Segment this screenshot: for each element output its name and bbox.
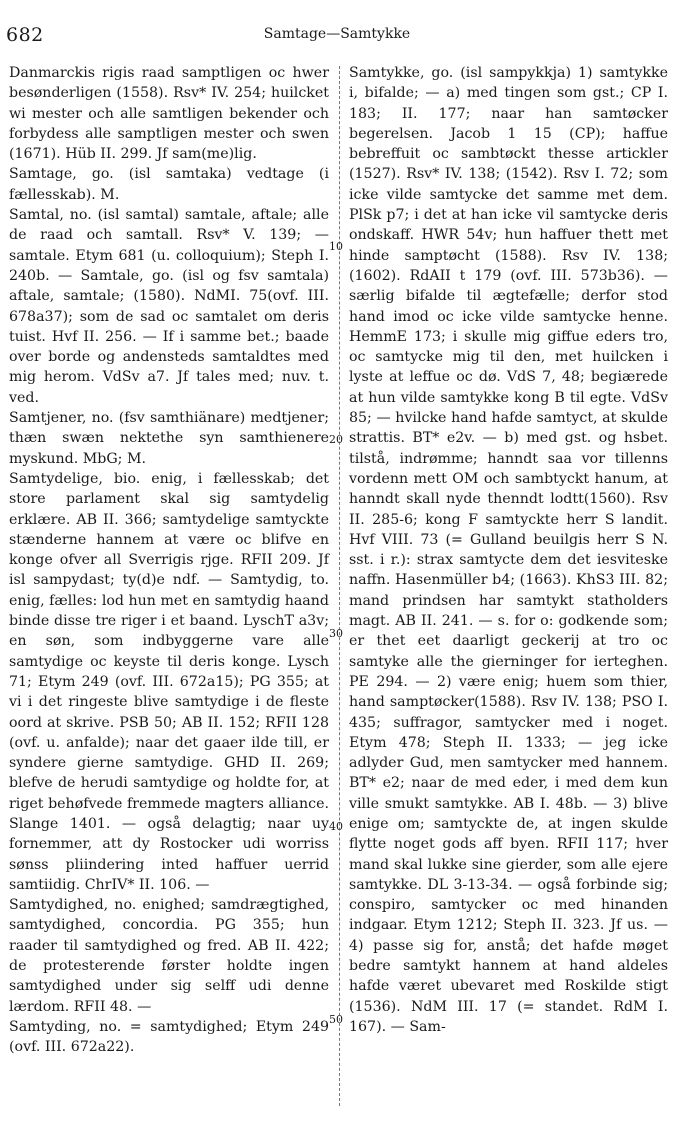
line-number: 10 bbox=[329, 240, 343, 253]
entry-samtydighed: Samtydighed, no. enighed; samdrægtighed, samtydighed, concordia. PG 355; hun raader til samtydighed og fred. AB II. 422; de protesterende førster holdte ingen samtydighed under sig selff udi denne lærdom. RFII 48. — bbox=[9, 897, 329, 1015]
entry-samtykke: Samtykke, go. (isl sampykkja) 1) samtykke i, bifalde; — a) med tingen som gst.; CP I. 183; II. 177; naar han samtøcker begerelsen. Jacob 1 15 (CP); haffue bebreffuit oc sambtøckt thesse artickler (1527). Rsv* IV. 138; (1542). Rsv I. 72; som icke vilde samtycke det samme met dem. PlSk p7; i det at han icke vil samtycke deris ondskaff. HWR 54v; hun haffuer thett met hinde samptøcht (1588). Rsv IV. 138; (1602). RdAII t 179 (ovf. III. 573b36). — særlig bifalde til ægtefælle; derfor stod hand imod oc icke vilde samtycke henne. HemmE 173; i skulle mig giffue eders tro, oc samtycke mig til den, met huilcken i lyste at leffue oc dø. VdS 7, 48; begiærede at hun vilde samtykke kong B til egte. VdSv 85; — hvilcke hand hafde samtyct, at skulde strattis. BT* e2v. — b) med gst. og hsbet. tilstå, indrømme; hanndt saa vor tillenns vordenn mett OM och sambtyckt hanum, at hanndt skall nyde thenndt lodtt(1560). Rsv II. 285-6; kong F samtyckte herr S landit. Hvf VIII. 73 (= Gulland beuilgis herr S N. sst. i r.): strax samtycte dem det iesviteske naffn. Hasenmüller b4; (1663). KhS3 III. 82; mand prindsen har samtykt statholders magt. AB II. 241. — s. for o: godkende som; er thet eet daarligt geckerij at tro oc samtyke alle the gierninger for ierteghen. PE 294. — 2) være enig; huem som thier, hand samptøcker(1588). Rsv IV. 138; PSO I. 435; suffragor, samtycker med i noget. Etym 478; Steph II. 1333; — jeg icke adlyder Gud, men samtycker med hannem. BT* e2; naar de med eder, i med dem kun ville smukt samtykke. AB I. 48b. — 3) blive enige om; samtyckte de, at ingen skulde flytte noget gods aff byen. RFII 117; hver mand skal lukke sine gierder, som alle ejere samtykke. DL 3-13-34. — også forbinde sig; conspiro, samtycker oc med hinanden indgaar. Etym 1212; Steph II. 323. Jf us. — 4) passe sig for, anstå; det hafde møget bedre samtykt hannem at hand aldeles hafde været ubevaret med Roskilde stigt (1536). NdM III. 17 (= standet. RdM I. 167). — Sam- bbox=[349, 65, 668, 1035]
line-number: 40 bbox=[329, 820, 343, 833]
entry-samtage: Samtage, go. (isl samtaka) vedtage (i fællesskab). M. bbox=[9, 166, 329, 203]
page-header bbox=[0, 24, 674, 48]
line-number: 30 bbox=[329, 627, 343, 640]
column-divider bbox=[339, 66, 340, 1106]
right-column bbox=[349, 63, 668, 1037]
running-head: Samtage—Samtykke bbox=[263, 26, 411, 42]
entry-paragraph: Danmarckis rigis raad samptligen oc hwer besønderligen (1558). Rsv* IV. 254; huilcket wi mester och alle samtligen bekender och forbydess alle samptligen mester och swen (1671). Hüb II. 299. Jf sam(me)lig. bbox=[9, 65, 329, 163]
page-number: 682 bbox=[6, 24, 44, 46]
line-number: 20 bbox=[329, 433, 343, 446]
entry-samtydelige: Samtydelige, bio. enig, i fællesskab; det store parlament skal sig samtydelig erklære. AB II. 366; samtydelige samtyckte stænderne hannem at være oc blifve en konge ofver all Sverrigis rjge. RFII 209. Jf isl sampydast; ty(d)e ndf. — Samtydig, to. enig, fælles: lod hun met en samtydig haand binde disse tre riger i et baand. LyschT a3v; en søn, som indbyggerne vare alle samtydige oc keyste til deris konge. Lysch 71; Etym 249 (ovf. III. 672a15); PG 355; at vi i det ringeste blive samtydige i de fleste oord at skrive. PSB 50; AB II. 152; RFII 128 (ovf. u. anfalde); naar det gaaer ilde till, er synderе gierne samtydige. GHD II. 269; blefve de herudi samtydige og holdte for, at riget behøfvede fremmede magters alliance. Slange 1401. — også delagtig; naar uy fornemmer, att dy Rostocker udi worriss sønss pliindering inted haffuer uerrid samtiidig. ChrIV* II. 106. — bbox=[9, 470, 329, 893]
left-column bbox=[9, 63, 329, 1058]
line-number: 50 bbox=[329, 1013, 343, 1026]
entry-samtal: Samtal, no. (isl samtal) samtale, aftale; alle de raad och samtall. Rsv* V. 139; — samtale. Etym 681 (u. colloquium); Steph I. 240b. — Samtale, go. (isl og fsv samtala) aftale, samtale; (1580). NdMI. 75(ovf. III. 678a37); som de sad oc samtalet om deris tuist. Hvf II. 256. — If i samme bet.; baade over borde og andensteds samtaldtes med mig herom. VdSv a7. Jf tales med; nuv. t. ved. bbox=[9, 207, 329, 406]
entry-samtyding: Samtyding, no. = samtydighed; Etym 249 (ovf. III. 672a22). bbox=[9, 1018, 329, 1056]
entry-samtjener: Samtjener, no. (fsv samthiänare) medtjener; thæn swæn nektethe syn samthienere myskund. MbG; M. bbox=[9, 410, 329, 467]
